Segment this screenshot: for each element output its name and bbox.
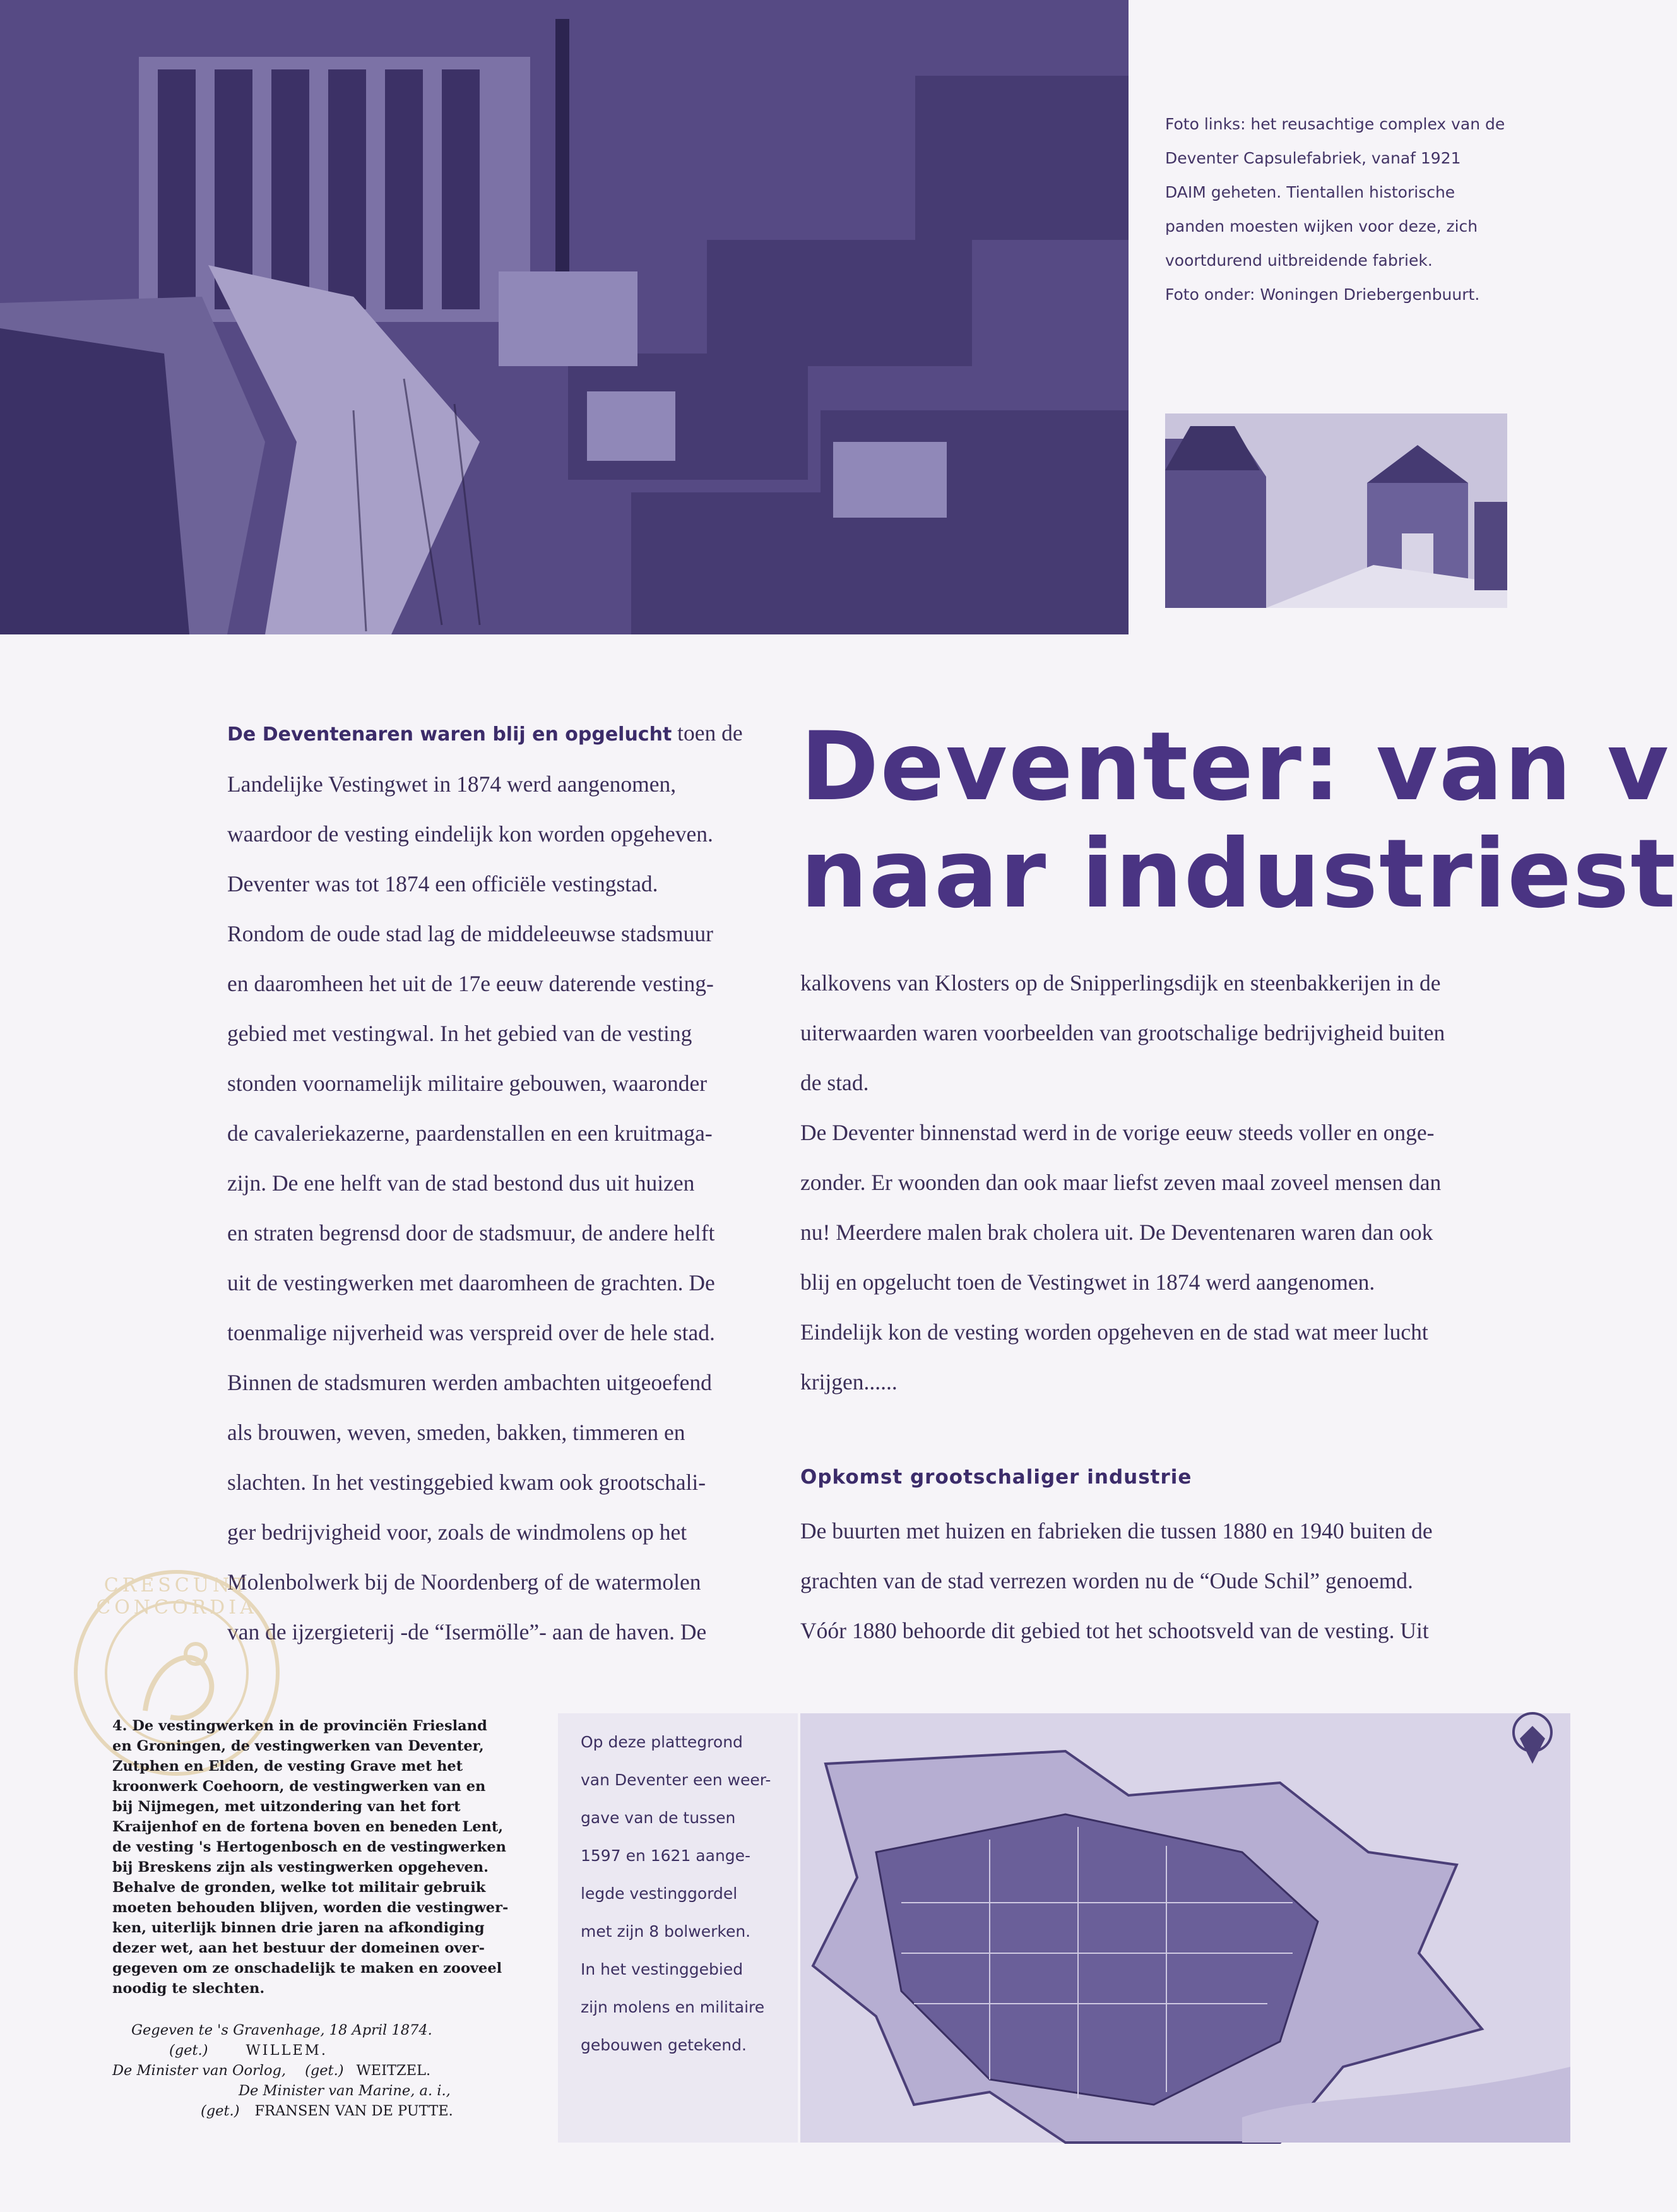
right-column-article <box>800 958 1507 1407</box>
left-line: waardoor de vesting eindelijk kon worden opgeheven. <box>227 821 713 847</box>
map-caption <box>581 1723 789 2064</box>
right-line: De buurten met huizen en fabrieken die tussen 1880 en 1940 buiten de <box>800 1518 1433 1543</box>
map-caption-line: gave van de tussen <box>581 1809 736 1827</box>
law-line: moeten behouden blijven, worden die vestingwer- <box>112 1900 509 1916</box>
section-subheading: Opkomst grootschaliger industrie <box>800 1466 1192 1489</box>
map-caption-line: zijn molens en militaire <box>581 1998 765 2016</box>
left-line: Landelijke Vestingwet in 1874 werd aangenomen, <box>227 771 677 797</box>
law-line: bij Breskens zijn als vestingwerken opgeheven. <box>112 1859 489 1876</box>
left-line: als brouwen, weven, smeden, bakken, timmeren en <box>227 1420 685 1445</box>
title-line-2: naar industriest <box>800 819 1677 929</box>
map-caption-line: In het vestinggebied <box>581 1960 744 1978</box>
left-line: Binnen de stadsmuren werden ambachten uitgeoefend <box>227 1370 712 1395</box>
right-line: Eindelijk kon de vesting worden opgeheven en de stad wat meer lucht <box>800 1319 1428 1345</box>
seal-text: CRESCUNT CONCORDIA <box>96 1574 258 1619</box>
right-line: kalkovens van Klosters op de Snipperlingsdijk en steenbakkerijen in de <box>800 970 1441 996</box>
law-signature-king: (get.) WILLEM. <box>169 2042 328 2059</box>
left-line: zijn. De ene helft van de stad bestond dus uit huizen <box>227 1170 695 1196</box>
right-line: De Deventer binnenstad werd in de vorige eeuw steeds voller en onge- <box>800 1120 1435 1145</box>
right-line: blij en opgelucht toen de Vestingwet in 1874 werd aangenomen. <box>800 1270 1375 1295</box>
left-line: slachten. In het vestinggebied kwam ook grootschali- <box>227 1470 706 1495</box>
law-line: bij Nijmegen, met uitzondering van het fort <box>112 1799 461 1815</box>
left-line: Deventer was tot 1874 een officiële vestingstad. <box>227 871 658 896</box>
law-line: gegeven om ze onschadelijk te maken en zooveel <box>112 1960 502 1977</box>
law-line: ken, uiterlijk binnen drie jaren na afkondiging <box>112 1920 485 1936</box>
lead-in: De Deventenaren waren blij en opgelucht <box>227 723 672 746</box>
map-caption-line: 1597 en 1621 aange- <box>581 1846 751 1865</box>
left-line: gebied met vestingwal. In het gebied van de vesting <box>227 1021 692 1046</box>
map-caption-line: met zijn 8 bolwerken. <box>581 1922 751 1941</box>
caption-line: Deventer Capsulefabriek, vanaf 1921 <box>1165 149 1461 167</box>
historic-fortification-map <box>800 1713 1570 2143</box>
map-caption-line: Op deze plattegrond <box>581 1733 743 1751</box>
law-signature-navy: De Minister van Marine, a. i., <box>239 2083 451 2099</box>
left-line: stonden voornamelijk militaire gebouwen, waaronder <box>227 1071 708 1096</box>
left-line: ger bedrijvigheid voor, zoals de windmolens op het <box>227 1519 687 1545</box>
caption-line: DAIM geheten. Tientallen historische <box>1165 183 1455 201</box>
vestingwet-excerpt <box>112 1716 510 2121</box>
law-line: noodig te slechten. <box>112 1980 265 1997</box>
right-line: Vóór 1880 behoorde dit gebied tot het schootsveld van de vesting. Uit <box>800 1618 1429 1643</box>
right-line: grachten van de stad verrezen worden nu de “Oude Schil” genoemd. <box>800 1568 1413 1593</box>
left-line: uit de vestingwerken met daaromheen de grachten. De <box>227 1270 715 1295</box>
right-line: nu! Meerdere malen brak cholera uit. De Deventenaren waren dan ook <box>800 1220 1433 1245</box>
caption-line: Foto links: het reusachtige complex van de <box>1165 115 1505 133</box>
map-caption-line: legde vestinggordel <box>581 1884 738 1903</box>
law-line: Behalve de gronden, welke tot militair gebruik <box>112 1879 486 1896</box>
page-title <box>800 712 1677 929</box>
aerial-factory-photo <box>0 0 1129 634</box>
left-line: Molenbolwerk bij de Noordenberg of de watermolen <box>227 1569 701 1595</box>
law-line: de vesting 's Hertogenbosch en de vestingwerken <box>112 1839 507 1855</box>
caption-line: panden moesten wijken voor deze, zich <box>1165 217 1478 235</box>
left-line: Rondom de oude stad lag de middeleeuwse stadsmuur <box>227 921 713 946</box>
law-line: en Groningen, de vestingwerken van Deventer, <box>112 1738 484 1754</box>
right-line: krijgen...... <box>800 1369 898 1394</box>
left-line: van de ijzergieterij -de “Isermölle”- aan de haven. De <box>227 1619 707 1644</box>
law-line: dezer wet, aan het bestuur der domeinen over- <box>112 1940 485 1956</box>
title-line-1: Deventer: van v <box>800 712 1670 822</box>
photo-caption <box>1165 107 1544 312</box>
law-line: 4. De vestingwerken in de provinciën Friesland <box>112 1718 487 1734</box>
right-line: uiterwaarden waren voorbeelden van grootschalige bedrijvigheid buiten <box>800 1020 1445 1045</box>
law-line: Kraijenhof en de fortena boven en beneden Lent, <box>112 1819 504 1835</box>
left-column-article <box>227 708 757 1657</box>
law-line: kroonwerk Coehoorn, de vestingwerken van en <box>112 1778 486 1795</box>
left-line: De Deventenaren waren blij en opgelucht toen de <box>227 720 743 746</box>
map-caption-line: gebouwen getekend. <box>581 2036 747 2054</box>
right-line: zonder. Er woonden dan ook maar liefst zeven maal zoveel mensen dan <box>800 1170 1442 1195</box>
left-line: toenmalige nijverheid was verspreid over de hele stad. <box>227 1320 715 1345</box>
law-date-line: Gegeven te 's Gravenhage, 18 April 1874. <box>131 2022 432 2038</box>
map-caption-line: van Deventer een weer- <box>581 1771 771 1789</box>
law-line: Zutphen en Elden, de vesting Grave met het <box>112 1758 463 1775</box>
caption-line: voortdurend uitbreidende fabriek. <box>1165 251 1433 270</box>
left-line: de cavaleriekazerne, paardenstallen en een kruitmaga- <box>227 1121 713 1146</box>
right-line: de stad. <box>800 1070 869 1095</box>
law-signature-war: De Minister van Oorlog, (get.) WEITZEL. <box>112 2062 431 2079</box>
street-photo <box>1165 413 1507 608</box>
right-column-continued <box>800 1506 1507 1656</box>
left-line: en straten begrensd door de stadsmuur, de andere helft <box>227 1220 715 1246</box>
caption-line: Foto onder: Woningen Driebergenbuurt. <box>1165 285 1480 304</box>
left-line: en daaromheen het uit de 17e eeuw daterende vesting- <box>227 971 714 996</box>
law-signature-putte: (get.) FRANSEN VAN DE PUTTE. <box>201 2103 453 2119</box>
